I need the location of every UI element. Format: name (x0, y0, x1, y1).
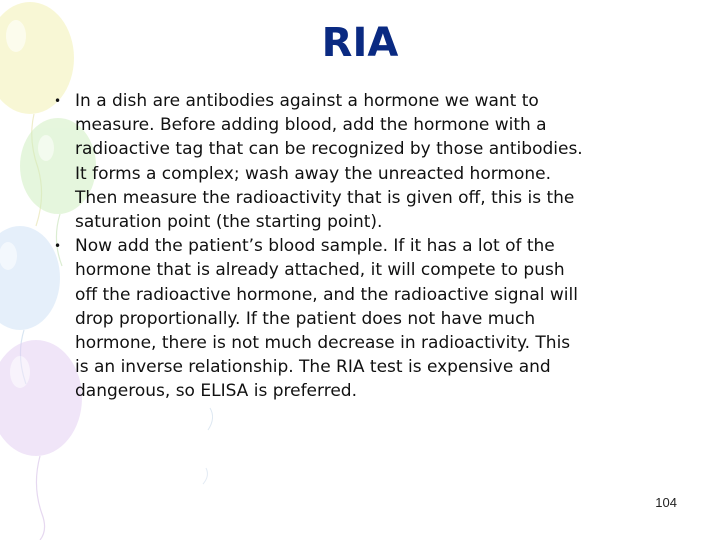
bullet-item (54, 234, 688, 403)
slide-title: RIA (321, 20, 399, 66)
bullet-line: radioactive tag that can be recognized by those antibodies. (75, 139, 583, 160)
bullet-item (54, 89, 688, 234)
bullet-line: hormone that is already attached, it will compete to push (75, 260, 565, 281)
bullet-line: saturation point (the starting point). (75, 212, 383, 233)
bullet-line: off the radioactive hormone, and the radioactive signal will (75, 284, 578, 305)
bullet-line: It forms a complex; wash away the unreacted hormone. (75, 163, 552, 184)
bullet-line: dangerous, so ELISA is preferred. (75, 381, 357, 402)
bullet-marker: • (54, 94, 62, 108)
bullet-line: hormone, there is not much decrease in radioactivity. This (75, 333, 571, 354)
bullet-line: Then measure the radioactivity that is given off, this is the (75, 187, 575, 208)
bullet-line: is an inverse relationship. The RIA test is expensive and (75, 357, 551, 378)
bullet-list (54, 89, 688, 404)
bullet-line: Now add the patient’s blood sample. If it has a lot of the (75, 236, 555, 257)
bullet-line: measure. Before adding blood, add the hormone with a (75, 115, 547, 136)
bullet-line: drop proportionally. If the patient does not have much (75, 308, 536, 329)
page-number: 104 (655, 495, 677, 510)
bullet-line: In a dish are antibodies against a hormone we want to (75, 91, 539, 111)
bullet-marker: • (54, 239, 62, 254)
